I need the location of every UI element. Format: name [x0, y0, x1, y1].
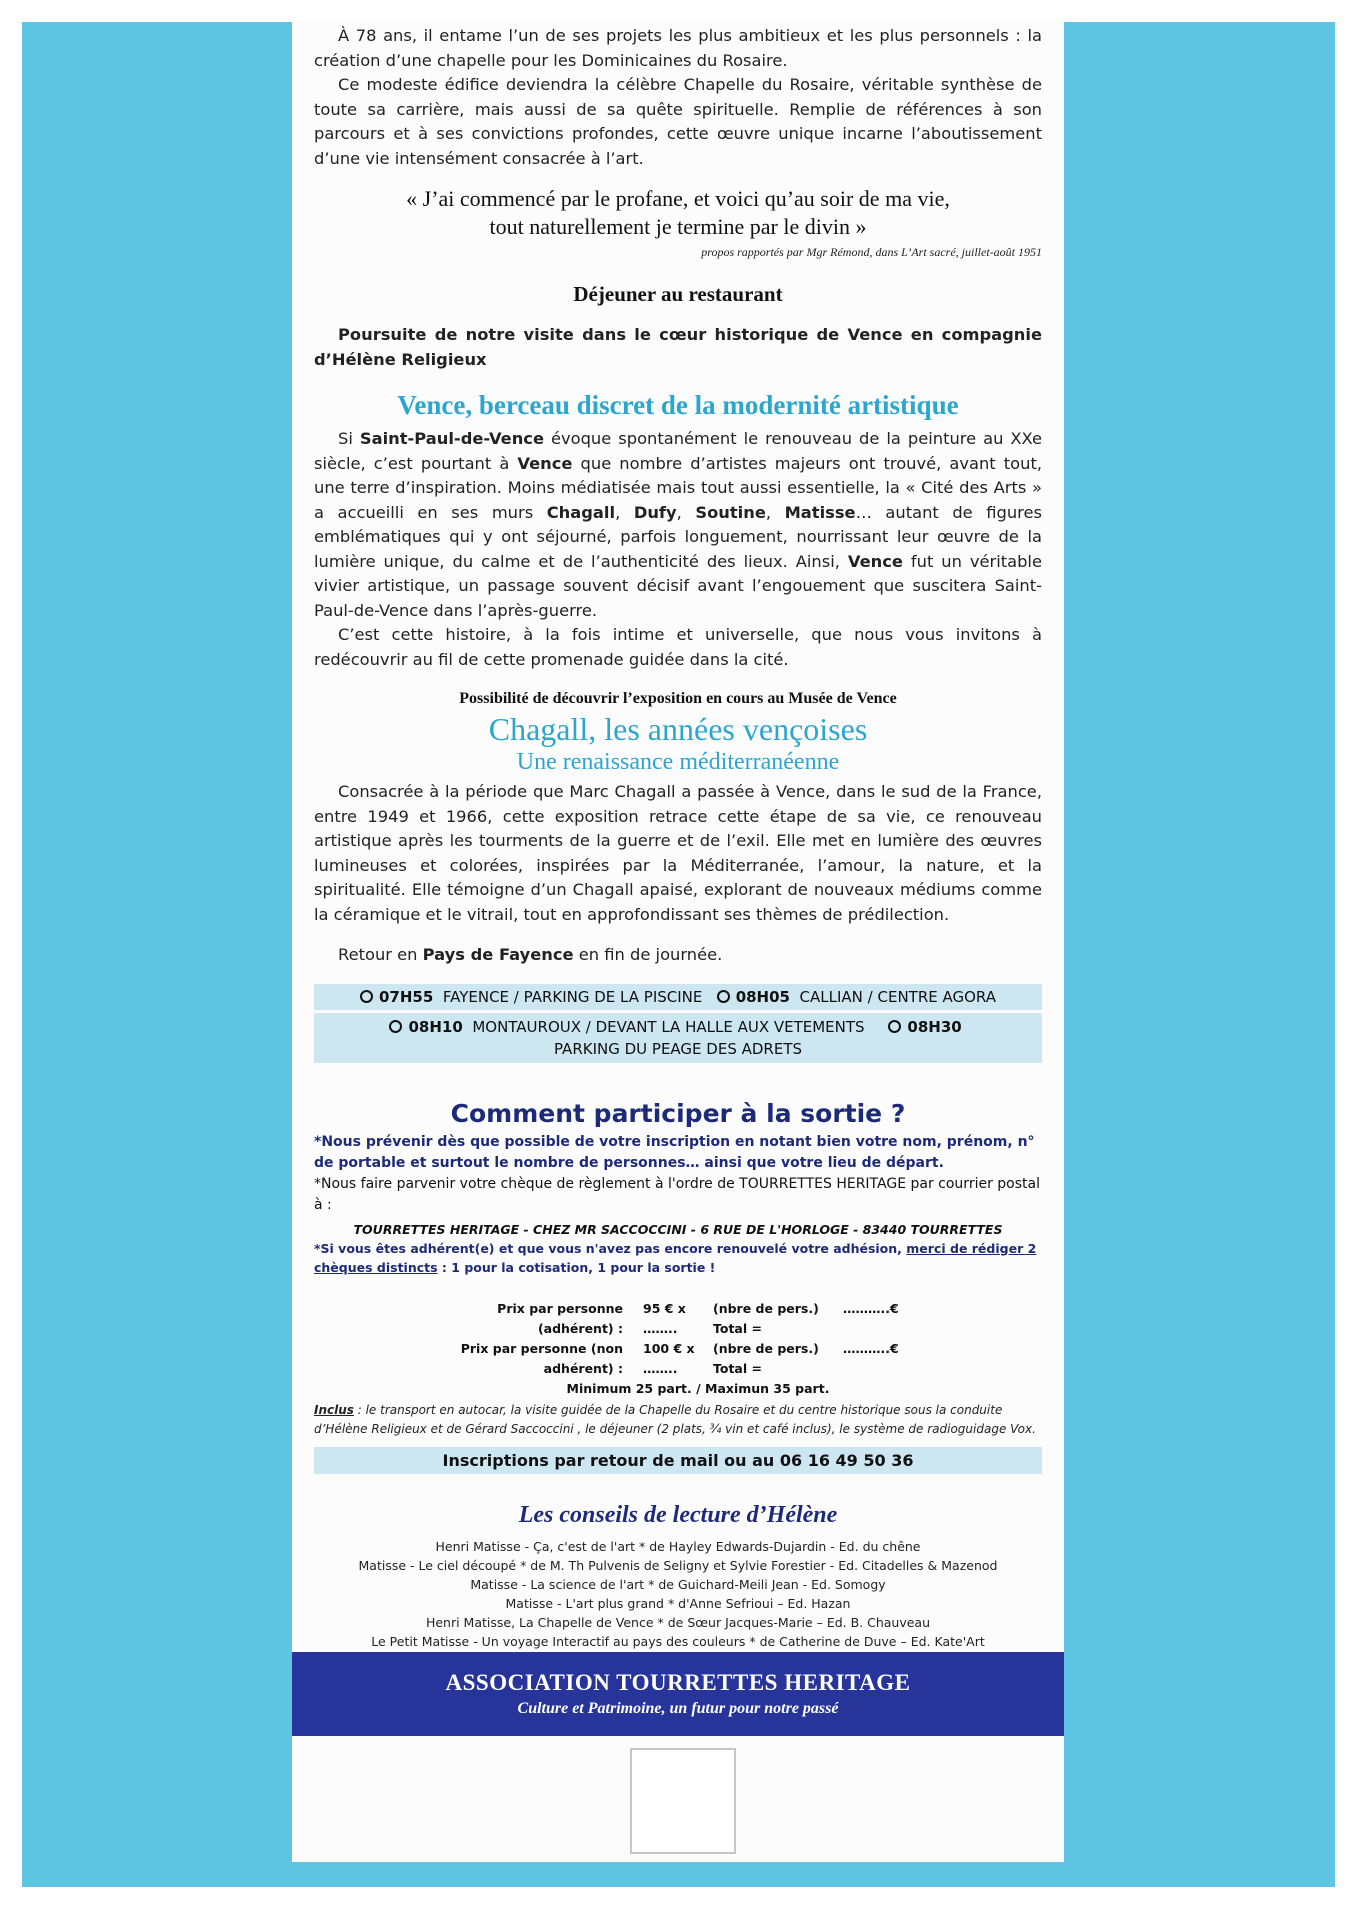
price-row-member: Prix par personne (adhérent) : 95 € x …….. (nbre de pers.) Total = ………..€: [497, 1300, 899, 1336]
price-row-nonmember: Prix par personne (non adhérent) : 100 € x …….. (nbre de pers.) Total = ………..€: [460, 1340, 899, 1376]
postal-address: TOURRETTES HERITAGE - CHEZ MR SACCOCCINI - 6 RUE DE L'HORLOGE - 83440 TOURRETTES: [353, 1221, 1003, 1237]
vence-paragraph-1: Si Saint-Paul-de-Vence évoque spontanément le renouveau de la peinture au XXe siècle, c’est pourtant à Vence que nombre d’artistes majeurs ont trouvé, avant tout, une terre d’inspiration. Moins médiatisée mais tout aussi essentielle, la « Cité des Arts » a accueilli en ses murs Chagall, Dufy, Soutine, Matisse… autant de figures emblématiques qui y ont séjourné, parfois longuement, nourrissant leur œuvre de la lumière unique, du calme et de l’authenticité des lieux. Ainsi, Vence fut un véritable vivier artistique, un passage souvent décisif avant l’engouement que suscitera Saint-Paul-de-Vence dans l’après-guerre.: [314, 429, 1042, 620]
lunch-heading: Déjeuner au restaurant: [573, 282, 783, 306]
book-item: Matisse - L'art plus grand * d'Anne Sefrioui – Ed. Hazan: [505, 1595, 851, 1611]
circle-icon: [888, 1020, 901, 1033]
price-table: [314, 1299, 1042, 1399]
participer-instruction-2: *Nous faire parvenir votre chèque de règlement à l'ordre de TOURRETTES HERITAGE par courrier postal à :: [314, 1175, 1040, 1213]
participants-limits: Minimum 25 part. / Maximun 35 part.: [566, 1380, 830, 1396]
circle-icon: [717, 990, 730, 1003]
intro-paragraph-2: Ce modeste édifice deviendra la célèbre Chapelle du Rosaire, véritable synthèse de toute sa carrière, mais aussi de sa quête spirituelle. Remplie de références à son parcours et à ses convictions profondes, cette œuvre unique incarne l’aboutissement d’une vie intensément consacrée à l’art.: [314, 75, 1042, 168]
footer-subtitle: Culture et Patrimoine, un futur pour notre passé: [517, 1700, 839, 1717]
quote-line-1: « J’ai commencé par le profane, et voici qu’au soir de ma vie,: [406, 186, 950, 211]
empty-image-box: [630, 1748, 736, 1854]
quote-source: propos rapportés par Mgr Rémond, dans L’Art sacré, juillet-août 1951: [701, 245, 1042, 259]
expo-intro: Possibilité de découvrir l’exposition en cours au Musée de Vence: [459, 690, 897, 707]
book-item: Matisse - La science de l'art * de Guichard-Meili Jean - Ed. Somogy: [470, 1576, 886, 1592]
participer-heading: Comment participer à la sortie ?: [450, 1098, 906, 1128]
footer-title: ASSOCIATION TOURRETTES HERITAGE: [445, 1670, 911, 1695]
book-item: Henri Matisse - Ça, c'est de l'art * de Hayley Edwards-Dujardin - Ed. du chêne: [435, 1538, 921, 1554]
quote-line-2: tout naturellement je termine par le divin »: [489, 214, 867, 239]
conseils-heading: Les conseils de lecture d’Hélène: [518, 1501, 838, 1528]
departure-bar-2: 08H10 MONTAUROUX / DEVANT LA HALLE AUX VETEMENTS 08H30 PARKING DU PEAGE DES ADRETS: [314, 1013, 1042, 1063]
inclus-text: Inclus : le transport en autocar, la visite guidée de la Chapelle du Rosaire et du centre historique sous la conduite d’Hélène Religieux et de Gérard Saccoccini , le déjeuner (2 plats, ¾ vin et café inclus), le système de radioguidage Vox.: [314, 1402, 1036, 1436]
expo-subtitle: Une renaissance méditerranéenne: [516, 749, 840, 775]
inscriptions-contact: Inscriptions par retour de mail ou au 06 16 49 50 36: [314, 1447, 1042, 1474]
departure-bar-1: 07H55 FAYENCE / PARKING DE LA PISCINE 08H05 CALLIAN / CENTRE AGORA: [314, 984, 1042, 1010]
association-footer: [292, 1652, 1064, 1736]
retour-text: Retour en Pays de Fayence en fin de journée.: [338, 945, 723, 964]
intro-paragraph-1: À 78 ans, il entame l’un de ses projets les plus ambitieux et les plus personnels : la création d’une chapelle pour les Dominicaines du Rosaire.: [314, 26, 1042, 70]
book-item: Henri Matisse, La Chapelle de Vence * de Sœur Jacques-Marie – Ed. B. Chauveau: [425, 1614, 931, 1630]
book-item: Le Petit Matisse - Un voyage Interactif au pays des couleurs * de Catherine de Duve – Ed. Kate'Art: [371, 1633, 985, 1649]
participer-instruction-1: *Nous prévenir dès que possible de votre inscription en notant bien votre nom, prénom, n° de portable et surtout le nombre de personnes… ainsi que votre lieu de départ.: [314, 1133, 1035, 1171]
expo-title: Chagall, les années vençoises: [488, 711, 868, 747]
document-page: [292, 22, 1064, 1862]
expo-text: Consacrée à la période que Marc Chagall a passée à Vence, dans le sud de la France, entre 1949 et 1966, cette exposition retrace cette étape de sa vie, ce renouveau artistique après les tourments de la guerre et de l’exil. Elle met en lumière des œuvres lumineuses et colorées, inspirées par la Méditerranée, l’amour, la nature, et la spiritualité. Elle témoigne d’un Chagall apaisé, explorant de nouveaux médiums comme la céramique et le vitrail, tout en approfondissant ses thèmes de prédilection.: [314, 782, 1042, 924]
page-content: [314, 22, 1042, 1651]
circle-icon: [360, 990, 373, 1003]
vence-paragraph-2: C’est cette histoire, à la fois intime et universelle, que nous vous invitons à redécouvrir au fil de cette promenade guidée dans la cité.: [314, 625, 1042, 669]
adhesion-note: *Si vous êtes adhérent(e) et que vous n'avez pas encore renouvelé votre adhésion, merci de rédiger 2 chèques distincts : 1 pour la cotisation, 1 pour la sortie !: [314, 1240, 1037, 1275]
book-item: Matisse - Le ciel découpé * de M. Th Pulvenis de Seligny et Sylvie Forestier - Ed. Citadelles & Mazenod: [358, 1557, 998, 1573]
vence-heading: Vence, berceau discret de la modernité artistique: [397, 390, 959, 420]
circle-icon: [389, 1020, 402, 1033]
lunch-text: Poursuite de notre visite dans le cœur historique de Vence en compagnie d’Hélène Religieux: [314, 325, 1042, 369]
